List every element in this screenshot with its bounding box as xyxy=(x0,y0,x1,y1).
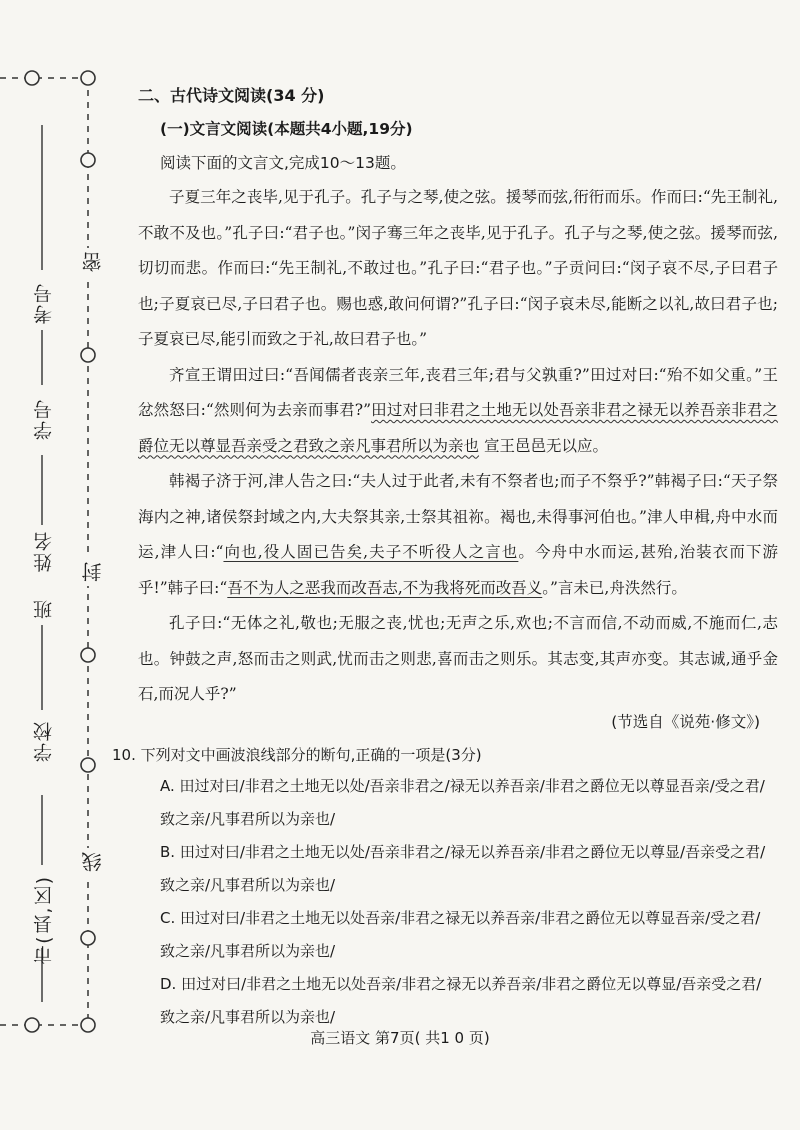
student-number-label: 学号 xyxy=(33,398,55,440)
seal-char-feng: 封 xyxy=(78,558,107,586)
section-title: 二、古代诗文阅读(34 分) xyxy=(138,86,325,105)
underlined-sentence-2: 吾不为人之恶我而改吾志,不为我将死而改吾义 xyxy=(227,578,543,597)
name-label: 姓名 xyxy=(33,530,55,572)
wavy-underlined-sentence: 田过对曰非君之土地无以处吾亲非君之禄无以养吾亲非君之爵位无以尊显吾亲受之君致之亲凡事君所以为亲也 xyxy=(138,401,778,455)
p3-text-b: 。今舟中水而运,甚殆,治装衣而下游乎!”韩子曰:“ xyxy=(138,543,778,597)
binding-margin xyxy=(0,0,110,1130)
passage-paragraph-1: 子夏三年之丧毕,见于孔子。孔子与之琴,使之弦。援琴而弦,衎衎而乐。作而曰:“先王制礼,不敢不及也。”孔子曰:“君子也。”闵子骞三年之丧毕,见于孔子。孔子与之琴,使之弦。援琴而弦,切切而悲。作而曰:“先王制礼,不敢过也。”孔子曰:“君子也。”子贡问曰:“闵子哀不尽,子曰君子也;子夏哀已尽,子曰君子也。赐也惑,敢问何谓?”孔子曰:“闵子哀未尽,能断之以礼,故曰君子也;子夏哀已尽,能引而致之于礼,故曰君子也。” xyxy=(138,188,778,348)
reading-instruction: 阅读下面的文言文,完成10～13题。 xyxy=(160,154,406,172)
seal-char-xian: 线 xyxy=(78,848,107,876)
p2-text-b: 宣王邑邑无以应。 xyxy=(483,436,608,455)
page-footer: 高三语文 第7页( 共1 0 页) xyxy=(310,1029,490,1047)
p2-text-a: 齐宣王谓田过曰:“吾闻儒者丧亲三年,丧君三年;君与父孰重?”田过对曰:“殆不如父重。”王忿然怒曰:“然则何为去亲而事君?” xyxy=(138,365,778,419)
option-c[interactable]: C. 田过对曰/非君之土地无以处吾亲/非君之禄无以养吾亲/非君之爵位无以尊显吾亲/受之君/致之亲/凡事君所以为亲也/ xyxy=(160,909,761,960)
question-stem: 10. 下列对文中画波浪线部分的断句,正确的一项是(3分) xyxy=(112,746,482,764)
p3-text-c: 。”言未已,舟泆然行。 xyxy=(542,578,687,597)
classical-passage xyxy=(138,180,778,713)
class-label: 班 xyxy=(33,598,55,619)
option-a[interactable]: A. 田过对曰/非君之土地无以处/吾亲非君之/禄无以养吾亲/非君之爵位无以尊显吾亲/受之君/致之亲/凡事君所以为亲也/ xyxy=(160,777,765,828)
subsection-title: (一)文言文阅读(本题共4小题,19分) xyxy=(160,120,413,138)
question-10 xyxy=(112,740,772,1034)
passage-paragraph-3 xyxy=(138,464,778,606)
seal-char-mi: 密 xyxy=(78,248,107,276)
p3-text-a: 韩褐子济于河,津人告之曰:“夫人过于此者,未有不祭者也;而子不祭乎?”韩褐子曰:“天子祭海内之神,诸侯祭封域之内,大夫祭其亲,士祭其祖祢。褐也,未得事河伯也。”津人申楫,舟中水而运,津人曰:“ xyxy=(138,472,778,561)
passage-source: (节选自《说苑·修文》) xyxy=(611,713,760,731)
exam-number-label: 考号 xyxy=(33,282,55,324)
option-b[interactable]: B. 田过对曰/非君之土地无以处/吾亲非君之/禄无以养吾亲/非君之爵位无以尊显/吾亲受之君/致之亲/凡事君所以为亲也/ xyxy=(160,843,766,894)
passage-paragraph-2 xyxy=(138,358,778,465)
passage-paragraph-4: 孔子曰:“无体之礼,敬也;无服之丧,忧也;无声之乐,欢也;不言而信,不动而威,不施而仁,志也。钟鼓之声,怒而击之则武,忧而击之则悲,喜而击之则乐。其志变,其声亦变。其志诚,通乎金石,而况人乎?” xyxy=(138,614,778,703)
school-label: 学校 xyxy=(33,720,55,762)
district-label: 市(县,区) xyxy=(33,875,55,965)
option-d[interactable]: D. 田过对曰/非君之土地无以处吾亲/非君之禄无以养吾亲/非君之爵位无以尊显/吾亲受之君/致之亲/凡事君所以为亲也/ xyxy=(160,975,762,1026)
underlined-sentence-1: 向也,役人固已告矣,夫子不听役人之言也 xyxy=(223,543,519,561)
